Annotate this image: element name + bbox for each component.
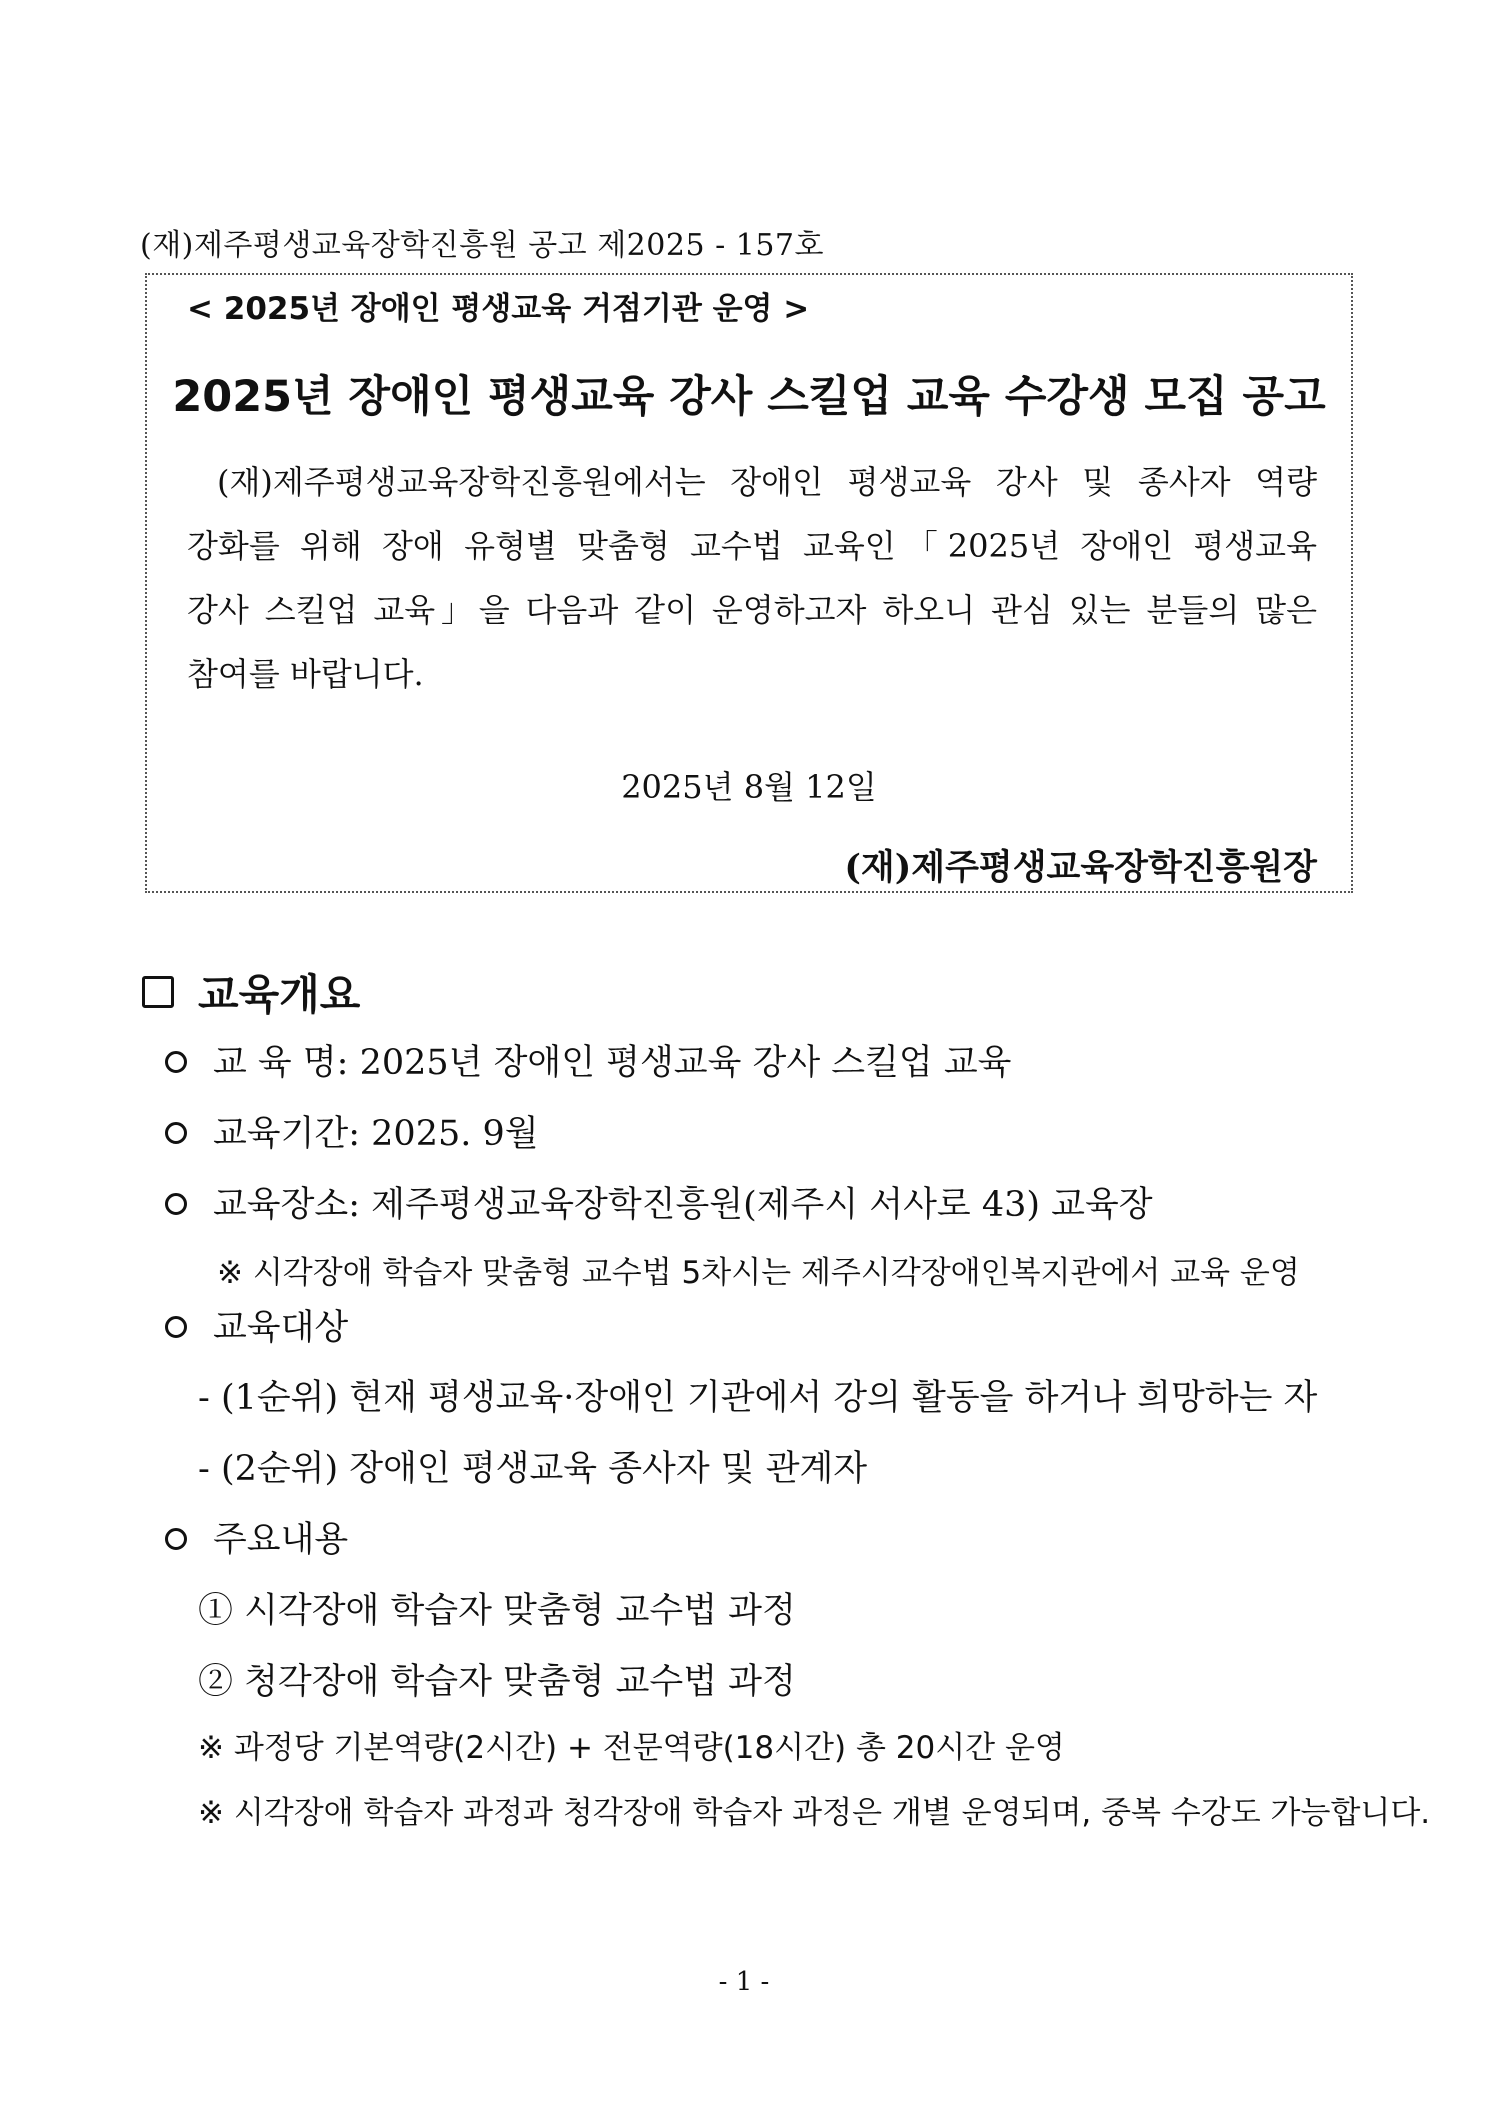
circle-bullet-icon (165, 1528, 187, 1550)
program-line: < 2025년 장애인 평생교육 거점기관 운영 > (187, 291, 810, 327)
item-text: 교 육 명: 2025년 장애인 평생교육 강사 스킬업 교육 (213, 1043, 1012, 1083)
intro-line: 강사 스킬업 교육」을 다음과 같이 운영하고자 하오니 관심 있는 분들의 많은 (187, 591, 1317, 629)
notice-intro (187, 450, 1317, 706)
intro-line: 강화를 위해 장애 유형별 맞춤형 교수법 교육인「2025년 장애인 평생교육 (187, 527, 1317, 565)
item-text: 주요내용 (213, 1520, 349, 1560)
circle-bullet-icon (165, 1122, 187, 1144)
course-note-1: ※ 과정당 기본역량(2시간) + 전문역량(18시간) 총 20시간 운영 (198, 1730, 1065, 1766)
notice-title: 2025년 장애인 평생교육 강사 스킬업 교육 수강생 모집 공고 (172, 372, 1326, 422)
overview-item-period (165, 1106, 539, 1156)
target-priority-2: - (2순위) 장애인 평생교육 종사자 및 관계자 (198, 1449, 868, 1489)
circle-bullet-icon (165, 1051, 187, 1073)
overview-item-name (165, 1035, 1011, 1085)
page-number: - 1 - (718, 1967, 770, 1997)
notice-box (145, 273, 1353, 893)
intro-line: 참여를 바랍니다. (187, 655, 424, 693)
section-heading-text: 교육개요 (198, 970, 361, 1019)
section-heading (142, 962, 360, 1022)
issuer-name: (재)제주평생교육장학진흥원장 (844, 847, 1317, 888)
venue-note: ※ 시각장애 학습자 맞춤형 교수법 5차시는 제주시각장애인복지관에서 교육 운영 (217, 1255, 1300, 1291)
item-text: 교육대상 (213, 1308, 349, 1348)
content-course-2: ② 청각장애 학습자 맞춤형 교수법 과정 (198, 1662, 796, 1702)
target-priority-1: - (1순위) 현재 평생교육·장애인 기관에서 강의 활동을 하거나 희망하는 자 (198, 1378, 1318, 1418)
item-text: 교육기간: 2025. 9월 (213, 1114, 539, 1154)
content-course-1: ① 시각장애 학습자 맞춤형 교수법 과정 (198, 1591, 796, 1631)
notice-date: 2025년 8월 12일 (621, 768, 877, 806)
checkbox-square-icon (142, 976, 174, 1008)
circle-bullet-icon (165, 1316, 187, 1338)
overview-item-venue (165, 1177, 1153, 1227)
item-text: 교육장소: 제주평생교육장학진흥원(제주시 서사로 43) 교육장 (213, 1185, 1153, 1225)
notice-number: (재)제주평생교육장학진흥원 공고 제2025 - 157호 (140, 228, 824, 263)
circle-bullet-icon (165, 1193, 187, 1215)
overview-item-target (165, 1300, 348, 1350)
overview-item-content (165, 1512, 348, 1562)
intro-line: (재)제주평생교육장학진흥원에서는 장애인 평생교육 강사 및 종사자 역량 (217, 463, 1317, 501)
course-note-2: ※ 시각장애 학습자 과정과 청각장애 학습자 과정은 개별 운영되며, 중복 수강도 가능합니다. (198, 1795, 1431, 1831)
